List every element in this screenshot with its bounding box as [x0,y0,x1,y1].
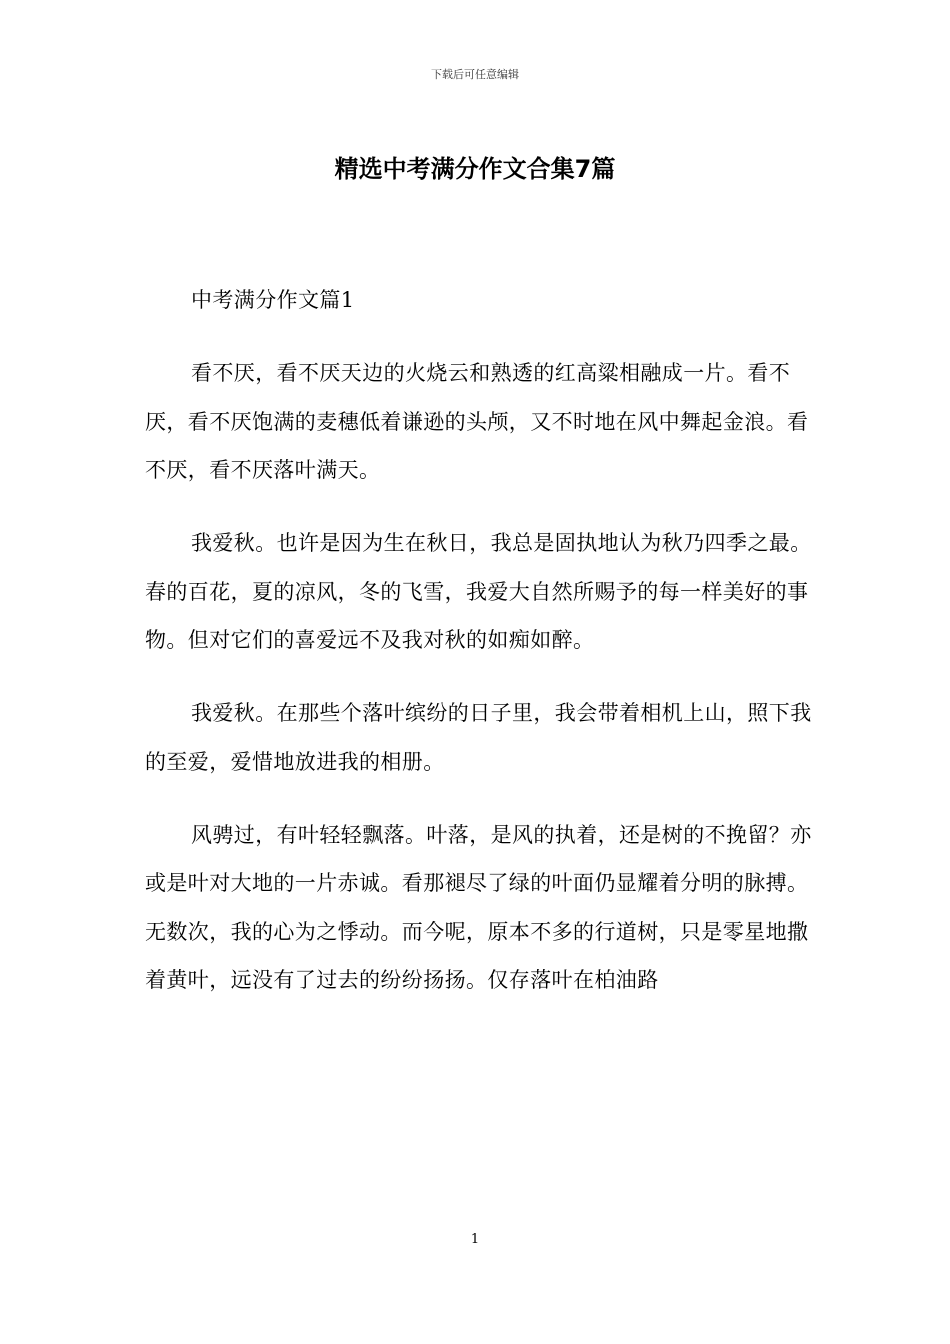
paragraph: 我爱秋。也许是因为生在秋日，我总是固执地认为秋乃四季之最。春的百花，夏的凉风，冬的飞雪，我爱大自然所赐予的每一样美好的事物。但对它们的喜爱远不及我对秋的如痴如醉。 [145,531,812,652]
paragraph: 我爱秋。在那些个落叶缤纷的日子里，我会带着相机上山，照下我的至爱，爱惜地放进我的相册。 [145,701,812,774]
paragraph: 看不厌，看不厌天边的火烧云和熟透的红高粱相融成一片。看不厌，看不厌饱满的麦穗低着谦逊的头颅，又不时地在风中舞起金浪。看不厌，看不厌落叶满天。 [145,361,809,482]
paragraph: 风骋过，有叶轻轻飘落。叶落，是风的执着，还是树的不挽留？亦或是叶对大地的一片赤诚。看那褪尽了绿的叶面仍显耀着分明的脉搏。无数次，我的心为之悸动。而今呢，原本不多的行道树，只是零星地撒着黄叶，远没有了过去的纷纷扬扬。仅存落叶在柏油路 [145,822,812,992]
document-body [145,276,825,1029]
document-title: 精选中考满分作文合集7篇 [334,155,616,183]
section-heading: 中考满分作文篇1 [191,288,355,312]
page-number: 1 [470,1232,480,1247]
header-note: 下载后可任意编辑 [431,68,519,81]
